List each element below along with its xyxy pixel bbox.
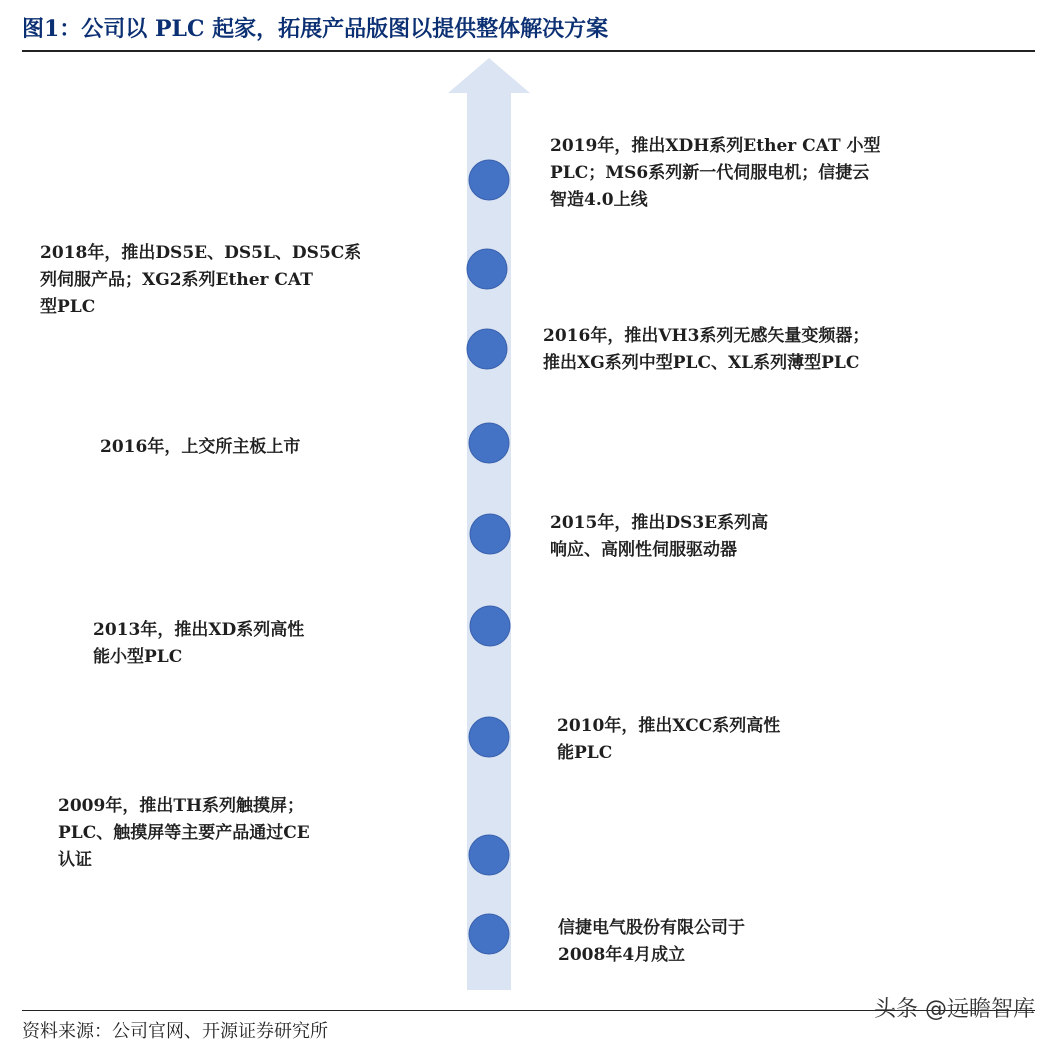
event-2009: 2009年，推出TH系列触摸屏； PLC、触摸屏等主要产品通过CE 认证	[58, 796, 310, 870]
event-2018: 2018年，推出DS5E、DS5L、DS5C系 列伺服产品；XG2系列Ether CAT 型PLC	[40, 243, 362, 317]
timeline-node-2018	[467, 249, 507, 289]
timeline-node-2013	[470, 606, 510, 646]
timeline-node-2015	[470, 514, 510, 554]
event-2016-vh3: 2016年，推出VH3系列无感矢量变频器； 推出XG系列中型PLC、XL系列薄型PLC	[543, 326, 870, 373]
event-2019: 2019年，推出XDH系列Ether CAT 小型 PLC；MS6系列新一代伺服电机；信捷云 智造4.0上线	[550, 136, 881, 210]
event-2016-listing: 2016年，上交所主板上市	[100, 437, 301, 457]
event-2013: 2013年，推出XD系列高性 能小型PLC	[93, 620, 305, 667]
watermark: 头条 @远瞻智库	[874, 997, 1035, 1022]
timeline-node-2009	[469, 835, 509, 875]
timeline-node-2008	[469, 914, 509, 954]
timeline-node-2016-vh3	[467, 329, 507, 369]
event-2015: 2015年，推出DS3E系列高 响应、高刚性伺服驱动器	[550, 513, 769, 560]
timeline-node-2019	[469, 160, 509, 200]
event-2010: 2010年，推出XCC系列高性 能PLC	[557, 716, 781, 763]
timeline-node-2016-listing	[469, 423, 509, 463]
source-note: 资料来源：公司官网、开源证券研究所	[22, 1021, 328, 1042]
timeline-node-2010	[469, 717, 509, 757]
event-2008: 信捷电气股份有限公司于 2008年4月成立	[558, 918, 745, 965]
figure-title: 图1：公司以 PLC 起家，拓展产品版图以提供整体解决方案	[22, 16, 609, 42]
